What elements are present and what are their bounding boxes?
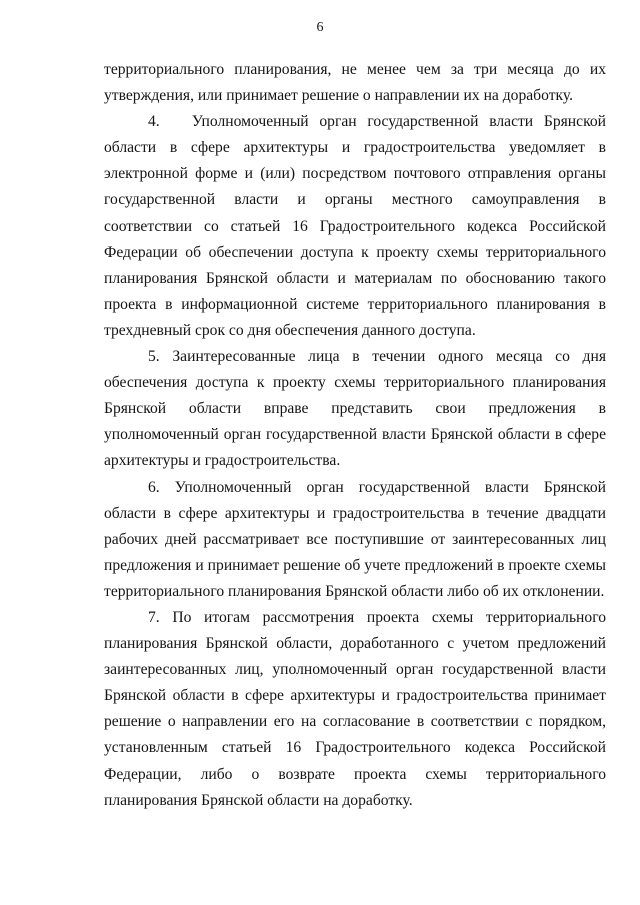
document-body [104,57,606,814]
paragraph-item-6: 6. Уполномоченный орган государственной власти Брянской области в сфере архитектуры и градостроительства в течение двадцати рабочих дней рассматривает все поступившие от заинтересованных лиц предложения и принимает решение об учете предложений в проекте схемы территориального планирования Брянской области либо об их отклонении. [104,478,606,600]
page-number: 6 [316,20,324,35]
paragraph-item-7: 7. По итогам рассмотрения проекта схемы территориального планирования Брянской области, доработанного с учетом предложений заинтересованных лиц, уполномоченный орган государственной власти Брянской области в сфере архитектуры и градостроительства принимает решение о направлении его на согласование в соответствии с порядком, установленным статьей 16 Градостроительного кодекса Российской Федерации, либо о возврате проекта схемы территориального планирования Брянской области на доработку. [104,608,606,809]
paragraph-continuation: территориального планирования, не менее чем за три месяца до их утверждения, или принимает решение о направлении их на доработку. [104,61,606,105]
paragraph-item-4: 4. Уполномоченный орган государственной власти Брянской области в сфере архитектуры и градостроительства уведомляет в электронной форме и (или) посредством почтового отправления органы государственной власти и органы местного самоуправления в соответствии со статьей 16 Градостроительного кодекса Российской Федерации об обеспечении доступа к проекту схемы территориального планирования Брянской области и материалам по обоснованию такого проекта в информационной системе территориального планирования в трехдневный срок со дня обеспечения данного доступа. [104,113,606,339]
paragraph-item-5: 5. Заинтересованные лица в течении одного месяца со дня обеспечения доступа к проекту схемы территориального планирования Брянской области вправе представить свои предложения в уполномоченный орган государственной власти Брянской области в сфере архитектуры и градостроительства. [104,348,606,470]
